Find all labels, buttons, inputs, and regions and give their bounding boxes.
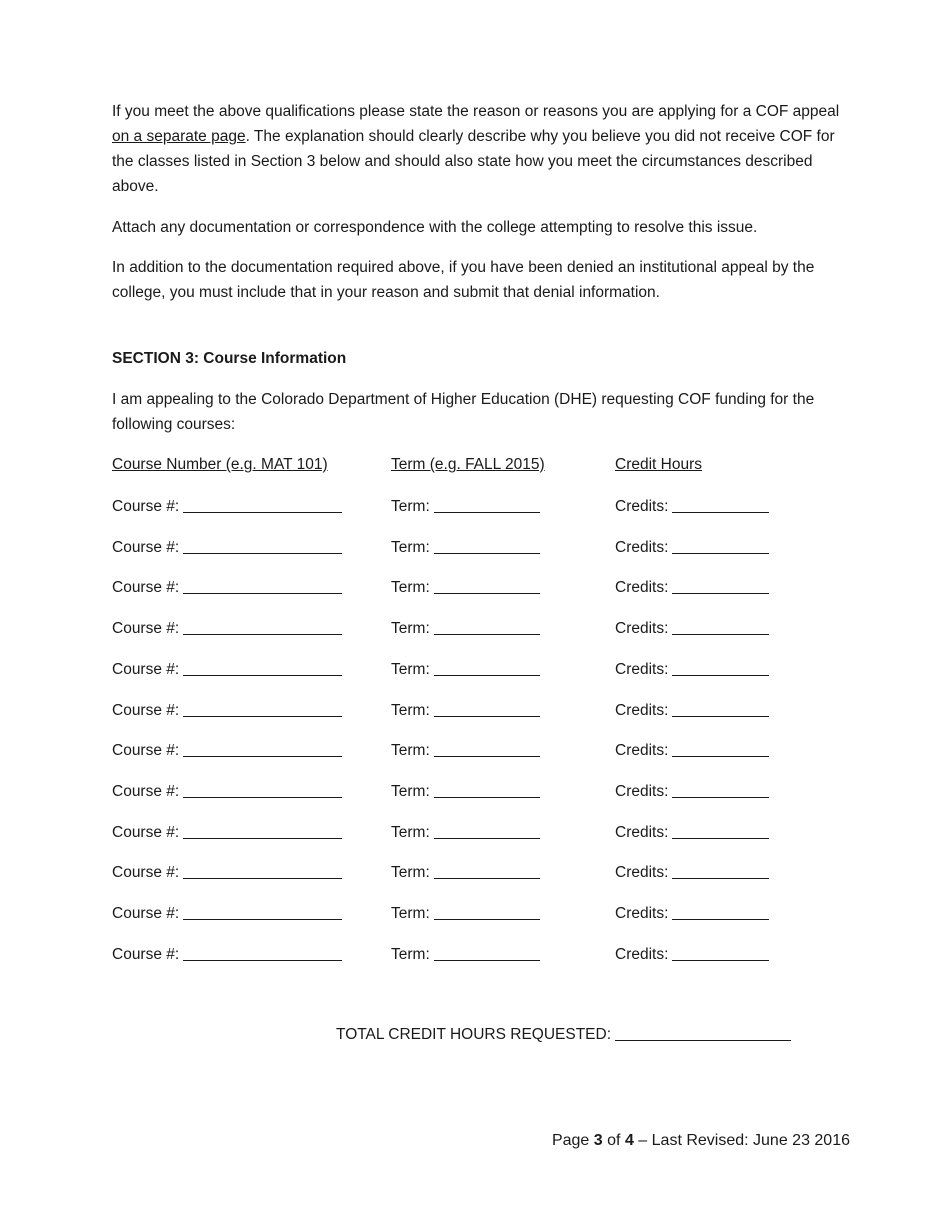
total-credit-hours-label: TOTAL CREDIT HOURS REQUESTED: — [336, 1026, 612, 1043]
term-field[interactable] — [434, 658, 540, 676]
credits-label: Credits: — [615, 579, 669, 596]
credits-cell — [615, 900, 769, 926]
course-row — [0, 737, 950, 762]
term-label: Term: — [391, 905, 430, 922]
page-footer — [552, 1128, 850, 1153]
course-number-field[interactable] — [183, 617, 342, 635]
course-cell — [112, 778, 342, 804]
course-number-label: Course #: — [112, 742, 180, 759]
term-label: Term: — [391, 702, 430, 719]
of-word: of — [607, 1132, 621, 1149]
term-cell — [391, 859, 540, 885]
course-row — [0, 819, 950, 844]
course-row — [0, 615, 950, 640]
term-field[interactable] — [434, 943, 540, 961]
course-cell — [112, 819, 342, 845]
intro-paragraph-1 — [112, 99, 842, 199]
page-word: Page — [551, 1132, 590, 1149]
credits-field[interactable] — [672, 576, 769, 594]
term-cell — [391, 534, 540, 560]
term-column-header: Term (e.g. FALL 2015) — [391, 456, 545, 473]
term-field[interactable] — [434, 739, 540, 757]
term-label: Term: — [391, 498, 430, 515]
credits-cell — [615, 534, 769, 560]
course-number-label: Course #: — [112, 864, 180, 881]
course-row — [0, 574, 950, 599]
course-number-field[interactable] — [183, 780, 342, 798]
course-row — [0, 534, 950, 559]
course-cell — [112, 615, 342, 641]
course-number-label: Course #: — [112, 824, 180, 841]
credits-label: Credits: — [615, 946, 669, 963]
term-cell — [391, 819, 540, 845]
total-credit-hours-field[interactable] — [615, 1023, 791, 1041]
term-label: Term: — [391, 661, 430, 678]
separate-page-emphasis: on a separate page — [112, 128, 246, 145]
term-field[interactable] — [434, 495, 540, 513]
course-row — [0, 859, 950, 884]
credits-cell — [615, 819, 769, 845]
course-cell — [112, 493, 342, 519]
term-cell — [391, 941, 540, 967]
term-field[interactable] — [434, 902, 540, 920]
course-number-label: Course #: — [112, 579, 180, 596]
term-label: Term: — [391, 742, 430, 759]
term-cell — [391, 493, 540, 519]
course-column-header: Course Number (e.g. MAT 101) — [112, 456, 328, 473]
credits-field[interactable] — [672, 658, 769, 676]
last-revised-date: – Last Revised: June 23 2016 — [638, 1132, 850, 1149]
credits-label: Credits: — [615, 905, 669, 922]
course-number-field[interactable] — [183, 536, 342, 554]
total-credit-hours — [336, 1021, 791, 1047]
term-cell — [391, 737, 540, 763]
term-field[interactable] — [434, 699, 540, 717]
intro-paragraph-2: Attach any documentation or correspondence with the college attempting to resolve this issue. — [112, 219, 758, 236]
credits-field[interactable] — [672, 495, 769, 513]
term-label: Term: — [391, 783, 430, 800]
current-page-number: 3 — [593, 1132, 603, 1149]
term-field[interactable] — [434, 617, 540, 635]
credits-field[interactable] — [672, 861, 769, 879]
course-number-field[interactable] — [183, 495, 342, 513]
course-number-label: Course #: — [112, 661, 180, 678]
course-cell — [112, 574, 342, 600]
term-label: Term: — [391, 620, 430, 637]
course-row — [0, 900, 950, 925]
credits-cell — [615, 615, 769, 641]
section-3-heading: SECTION 3: Course Information — [112, 350, 347, 367]
credits-field[interactable] — [672, 739, 769, 757]
course-row — [0, 941, 950, 966]
credits-field[interactable] — [672, 699, 769, 717]
course-number-field[interactable] — [183, 739, 342, 757]
course-cell — [112, 941, 342, 967]
course-number-field[interactable] — [183, 902, 342, 920]
credits-cell — [615, 737, 769, 763]
course-cell — [112, 656, 342, 682]
term-field[interactable] — [434, 576, 540, 594]
intro-paragraph-3: In addition to the documentation required above, if you have been denied an institutional appeal by the college, you must include that in your reason and submit that denial information. — [112, 259, 815, 301]
course-number-label: Course #: — [112, 498, 180, 515]
credits-cell — [615, 859, 769, 885]
intro-p1-end: . The explanation should clearly describe why you believe you did not receive COF for the classes listed in Section 3 below and should also state how you meet the circumstances described above. — [112, 128, 835, 195]
credits-field[interactable] — [672, 821, 769, 839]
course-number-label: Course #: — [112, 702, 180, 719]
total-pages-number: 4 — [624, 1132, 634, 1149]
term-field[interactable] — [434, 780, 540, 798]
credits-cell — [615, 574, 769, 600]
credits-label: Credits: — [615, 620, 669, 637]
term-field[interactable] — [434, 861, 540, 879]
term-cell — [391, 900, 540, 926]
credits-field[interactable] — [672, 536, 769, 554]
course-number-label: Course #: — [112, 905, 180, 922]
credits-label: Credits: — [615, 864, 669, 881]
course-row — [0, 493, 950, 518]
course-cell — [112, 737, 342, 763]
credits-cell — [615, 778, 769, 804]
credits-label: Credits: — [615, 742, 669, 759]
credits-field[interactable] — [672, 780, 769, 798]
course-number-field[interactable] — [183, 861, 342, 879]
credits-label: Credits: — [615, 702, 669, 719]
term-field[interactable] — [434, 536, 540, 554]
course-number-field[interactable] — [183, 943, 342, 961]
credits-label: Credits: — [615, 824, 669, 841]
course-number-field[interactable] — [183, 576, 342, 594]
credits-label: Credits: — [615, 539, 669, 556]
course-row — [0, 778, 950, 803]
term-label: Term: — [391, 864, 430, 881]
credits-cell — [615, 697, 769, 723]
credits-label: Credits: — [615, 661, 669, 678]
course-cell — [112, 534, 342, 560]
course-number-label: Course #: — [112, 620, 180, 637]
term-label: Term: — [391, 539, 430, 556]
credits-label: Credits: — [615, 498, 669, 515]
credits-cell — [615, 656, 769, 682]
term-cell — [391, 656, 540, 682]
term-cell — [391, 574, 540, 600]
intro-p1-start: If you meet the above qualifications please state the reason or reasons you are applying for a COF appeal — [112, 103, 840, 120]
credits-field[interactable] — [672, 617, 769, 635]
credits-cell — [615, 493, 769, 519]
course-number-label: Course #: — [112, 946, 180, 963]
course-cell — [112, 859, 342, 885]
course-cell — [112, 900, 342, 926]
credits-column-header: Credit Hours — [615, 456, 702, 473]
section-3-description: I am appealing to the Colorado Department of Higher Education (DHE) requesting COF funding for the following courses: — [112, 391, 815, 433]
course-number-label: Course #: — [112, 783, 180, 800]
credits-field[interactable] — [672, 902, 769, 920]
course-number-label: Course #: — [112, 539, 180, 556]
term-label: Term: — [391, 824, 430, 841]
credits-label: Credits: — [615, 783, 669, 800]
term-label: Term: — [391, 579, 430, 596]
term-label: Term: — [391, 946, 430, 963]
term-cell — [391, 615, 540, 641]
credits-cell — [615, 941, 769, 967]
term-cell — [391, 778, 540, 804]
course-cell — [112, 697, 342, 723]
course-number-field[interactable] — [183, 658, 342, 676]
course-number-field[interactable] — [183, 821, 342, 839]
course-number-field[interactable] — [183, 699, 342, 717]
course-row — [0, 697, 950, 722]
credits-field[interactable] — [672, 943, 769, 961]
term-cell — [391, 697, 540, 723]
course-row — [0, 656, 950, 681]
term-field[interactable] — [434, 821, 540, 839]
